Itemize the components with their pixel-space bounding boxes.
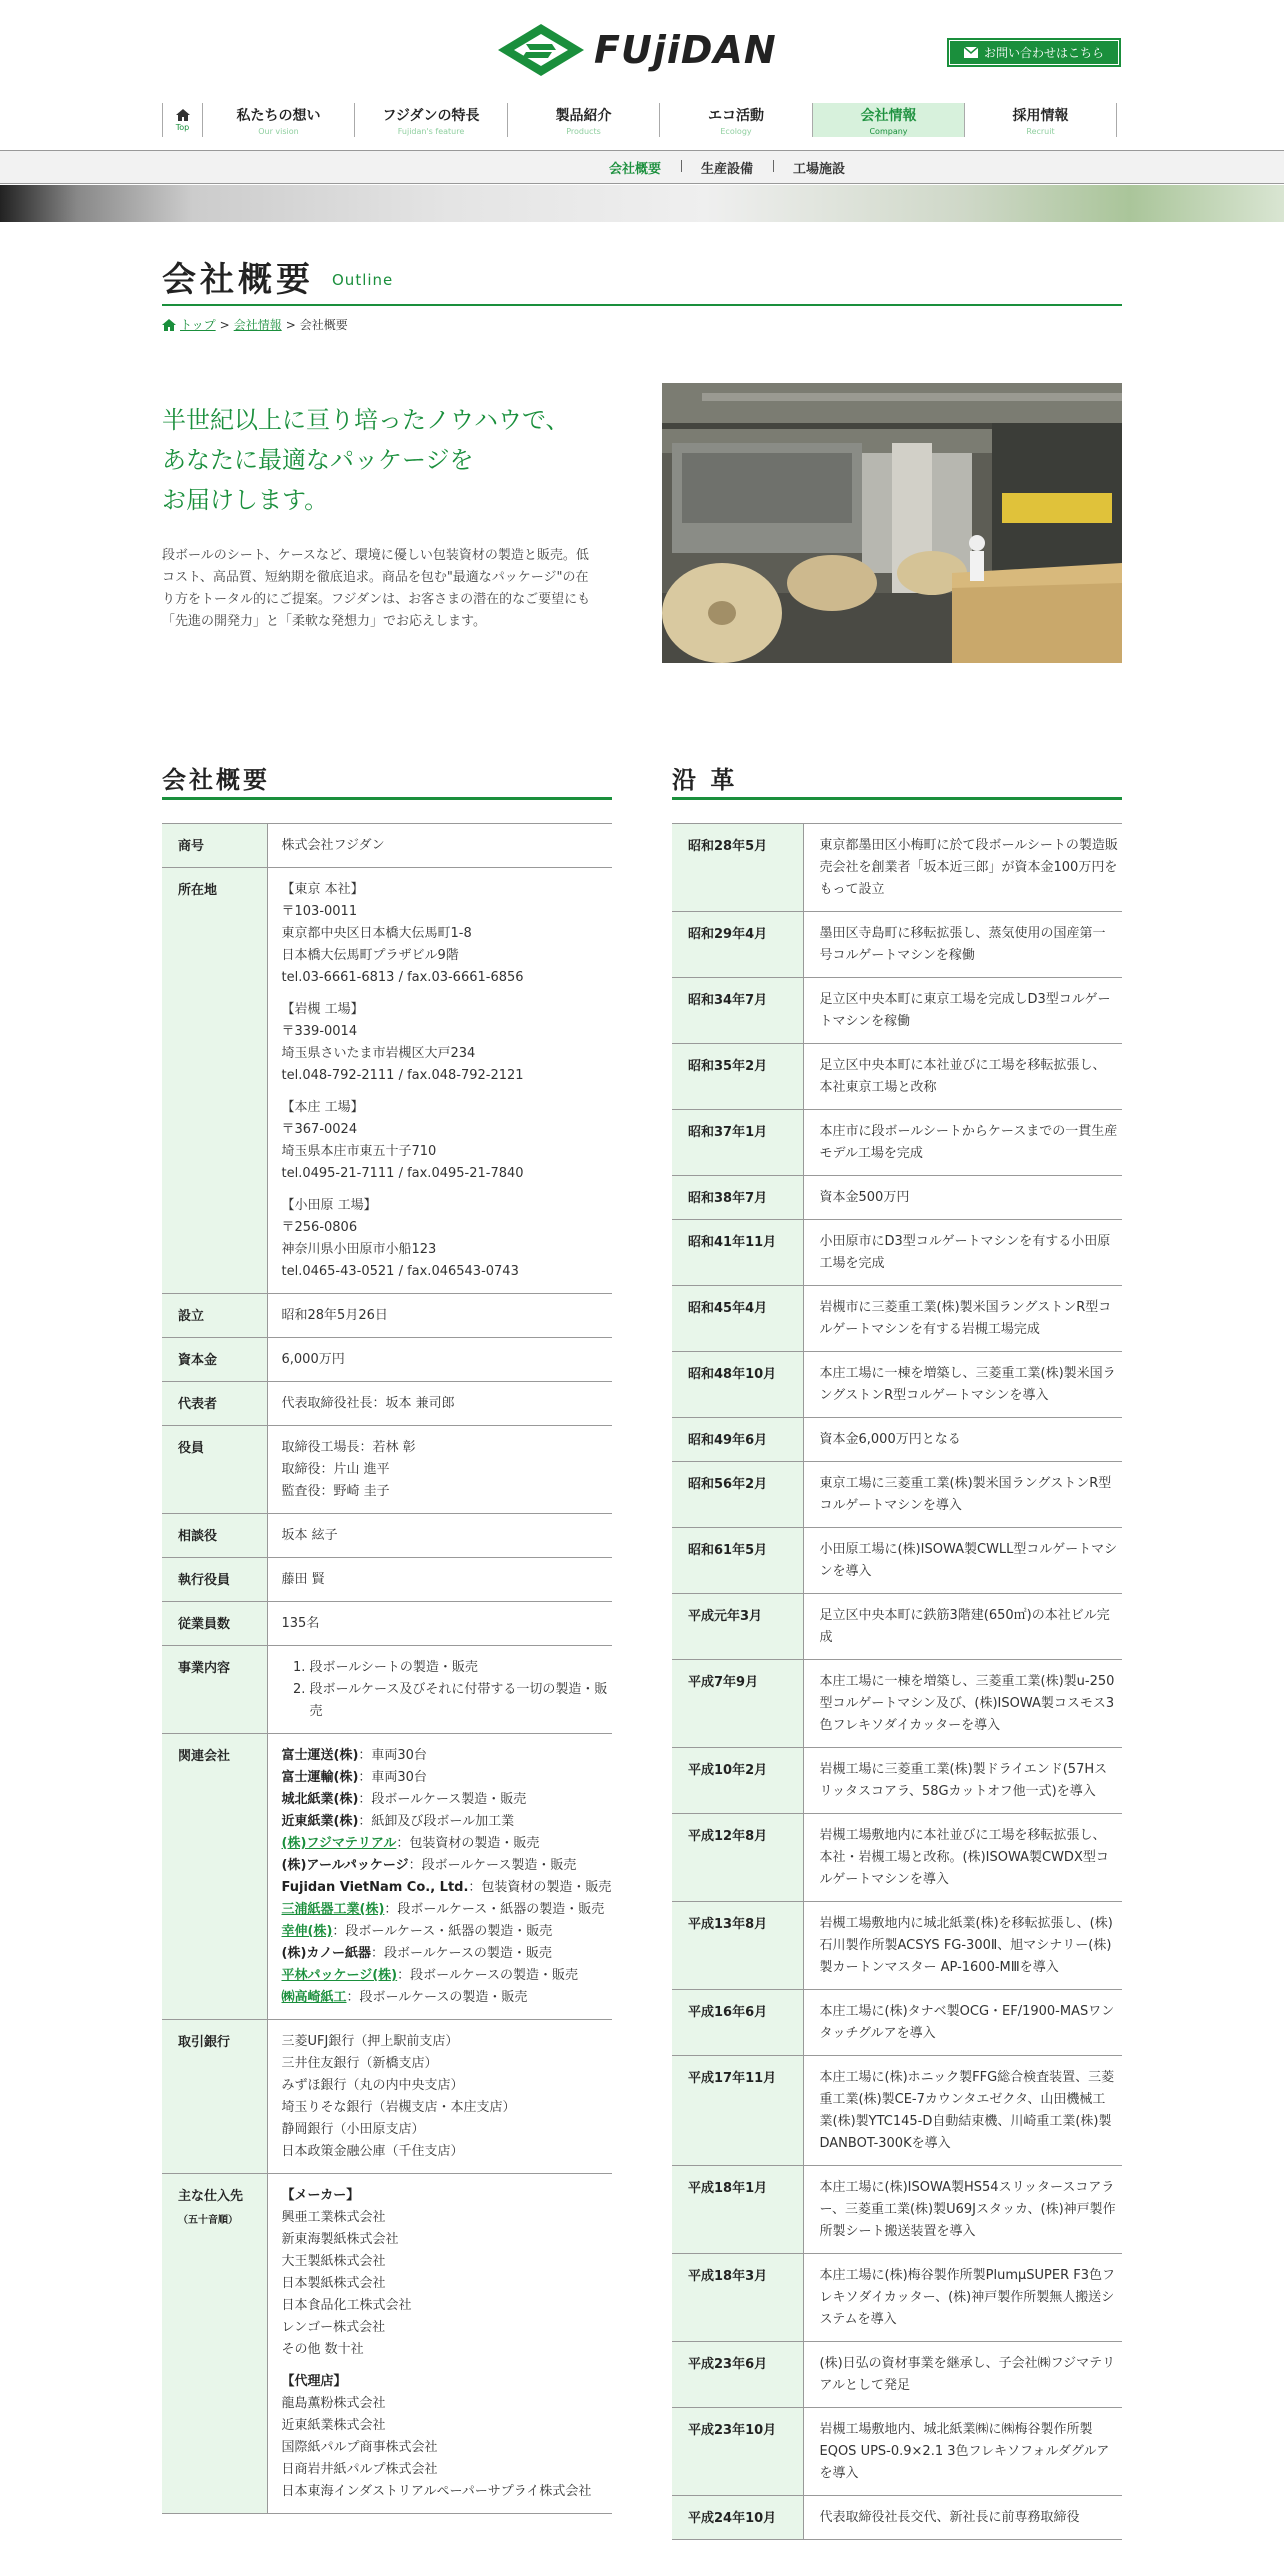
nav-label: フジダンの特長 [382, 107, 480, 124]
row-label: 執行役員 [162, 1558, 267, 1602]
row-value: 6,000万円 [267, 1338, 612, 1382]
history-row [672, 1528, 1122, 1594]
company-desc: ：段ボールケースの製造・販売 [371, 1946, 552, 1961]
history-row [672, 1044, 1122, 1110]
history-row [672, 1902, 1122, 1990]
makers-block [282, 2185, 613, 2361]
supplier-line: 日本食品化工株式会社 [281, 2298, 412, 2313]
supplier-line: 日本製紙株式会社 [281, 2276, 386, 2291]
logo-mark-icon [496, 22, 586, 78]
intro-heading [162, 400, 612, 520]
history-date: 平成23年10月 [672, 2408, 803, 2496]
bank-line: 三井住友銀行（新橋支店） [281, 2056, 438, 2071]
subnav-item-equipment[interactable]: 生産設備 [681, 158, 773, 177]
breadcrumb-top-link[interactable]: トップ [180, 318, 216, 332]
table-row [162, 2020, 612, 2174]
row-value: 坂本 絃子 [267, 1514, 612, 1558]
supplier-line: 国際紙パルプ商事株式会社 [281, 2440, 438, 2455]
row-label: 従業員数 [162, 1602, 267, 1646]
history-text: 岩槻工場敷地内に城北紙業(株)を移転拡張し、(株)石川製作所製ACSYS FG-300Ⅱ、旭マシナリー(株)製カートンマスター AP-1600-MⅢを導入 [803, 1902, 1122, 1990]
office-name: 【東京 本社】 [281, 882, 364, 897]
table-row [162, 1294, 612, 1338]
company-desc: ：車両30台 [358, 1770, 427, 1785]
office-block [282, 1097, 613, 1185]
subnav-item-factory[interactable]: 工場施設 [773, 158, 865, 177]
history-row [672, 2408, 1122, 2496]
fujidan-logo[interactable] [496, 22, 796, 78]
history-text: 本庄工場に一棟を増築し、三菱重工業(株)製u-250型コルゲートマシン及び、(株)ISOWA製コスモス3色フレキソダイカッターを導入 [803, 1660, 1122, 1748]
history-text: 岩槻工場に三菱重工業(株)製ドライエンド(57Hスリッタスコアラ、58Gカットオフ他一式)を導入 [803, 1748, 1122, 1814]
breadcrumb-separator: > [285, 317, 296, 332]
page-title [162, 248, 1122, 306]
nav-label-en: Our vision [258, 126, 299, 136]
nav-item-ecology[interactable] [659, 103, 812, 137]
row-value [267, 868, 612, 1294]
intro-body: 段ボールのシート、ケースなど、環境に優しい包装資材の製造と販売。低コスト、高品質、短納期を徹底追求。商品を包む"最適なパッケージ"の在り方をトータル的にご提案。フジダンは、お客さまの潜在的なご要望にも「先進の開発力」と「柔軟な発想力」でお応えします。 [162, 548, 591, 629]
company-desc: ：段ボールケース・紙器の製造・販売 [384, 1902, 605, 1917]
history-text: 岩槻工場敷地内に本社並びに工場を移転拡張し、本社・岩槻工場と改称。(株)ISOWA製CWDX型コルゲートマシンを導入 [803, 1814, 1122, 1902]
history-date: 平成17年11月 [672, 2056, 803, 2166]
row-value: 昭和28年5月26日 [267, 1294, 612, 1338]
history-date: 昭和48年10月 [672, 1352, 803, 1418]
bank-line: 静岡銀行（小田原支店） [281, 2122, 425, 2137]
table-row [162, 2174, 612, 2514]
history-date: 昭和34年7月 [672, 978, 803, 1044]
row-value: 株式会社フジダン [267, 824, 612, 868]
breadcrumb-current: 会社概要 [299, 318, 348, 332]
row-label: 関連会社 [162, 1734, 267, 2020]
history-date: 昭和56年2月 [672, 1462, 803, 1528]
related-company [282, 1943, 613, 1965]
history-text: 資本金500万円 [803, 1176, 1122, 1220]
nav-label: 会社情報 [860, 107, 917, 124]
history-text: 資本金6,000万円となる [803, 1418, 1122, 1462]
office-zip: 〒103-0011 [281, 904, 358, 919]
row-label: 設立 [162, 1294, 267, 1338]
company-name: Fujidan VietNam Co., Ltd. [281, 1880, 469, 1895]
bank-line: みずほ銀行（丸の内中央支店） [281, 2078, 464, 2093]
nav-item-recruit[interactable] [964, 103, 1117, 137]
nav-label-en: Fujidan's feature [397, 126, 465, 136]
office-name: 【本庄 工場】 [281, 1100, 364, 1115]
global-nav [162, 103, 1122, 143]
row-label [162, 2174, 267, 2514]
history-text: 小田原工場に(株)ISOWA製CWLL型コルゲートマシンを導入 [803, 1528, 1122, 1594]
table-row [162, 1382, 612, 1426]
office-zip: 〒367-0024 [281, 1122, 358, 1137]
nav-label-en: Company [869, 126, 908, 136]
table-row [162, 1338, 612, 1382]
office-address-building: 日本橋大伝馬町プラザビル9階 [281, 948, 459, 963]
nav-item-feature[interactable] [354, 103, 507, 137]
history-date: 平成13年8月 [672, 1902, 803, 1990]
row-value [267, 2020, 612, 2174]
contact-button[interactable] [947, 38, 1121, 67]
nav-label: 採用情報 [1012, 107, 1069, 124]
history-row [672, 1748, 1122, 1814]
history-date: 昭和28年5月 [672, 824, 803, 912]
row-value: 藤田 賢 [267, 1558, 612, 1602]
office-name: 【岩槻 工場】 [281, 1002, 364, 1017]
office-tel: tel.03-6661-6813 / fax.03-6661-6856 [281, 970, 524, 985]
intro-heading-line: 半世紀以上に亘り培ったノウハウで、 [162, 406, 570, 434]
hero-banner-strip [0, 185, 1284, 222]
intro-heading-line: お届けします。 [162, 486, 329, 514]
history-text: (株)日弘の資材事業を継承し、子会社㈱フジマテリアルとして発足 [803, 2342, 1122, 2408]
history-row [672, 1660, 1122, 1748]
company-desc: ：段ボールケース製造・販売 [408, 1858, 577, 1873]
officer-line: 取締役：片山 進平 [281, 1462, 390, 1477]
company-link[interactable]: 三浦紙器工業(株) [281, 1902, 385, 1917]
related-company [282, 1855, 613, 1877]
history-date: 平成18年1月 [672, 2166, 803, 2254]
home-icon [162, 319, 176, 331]
office-zip: 〒256-0806 [281, 1220, 358, 1235]
nav-label: エコ活動 [708, 107, 764, 124]
company-name: (株)カノー紙器 [281, 1946, 371, 1961]
supplier-line: 興亜工業株式会社 [281, 2210, 386, 2225]
nav-item-products[interactable] [507, 103, 659, 137]
bank-line: 日本政策金融公庫（千住支店） [281, 2144, 464, 2159]
history-row [672, 1594, 1122, 1660]
office-address: 神奈川県小田原市小船123 [281, 1242, 437, 1257]
related-company [282, 1987, 613, 2009]
logo-text: FUjiDAN [594, 28, 777, 72]
history-text: 東京工場に三菱重工業(株)製米国ラングストンR型コルゲートマシンを導入 [803, 1462, 1122, 1528]
company-desc: ：段ボールケース・紙器の製造・販売 [332, 1924, 553, 1939]
suppliers-note: （五十音順） [178, 2215, 238, 2226]
history-date: 平成12年8月 [672, 1814, 803, 1902]
row-label: 資本金 [162, 1338, 267, 1382]
history-row [672, 1352, 1122, 1418]
home-icon [176, 109, 190, 121]
company-desc: ：段ボールケースの製造・販売 [346, 1990, 528, 2005]
office-zip: 〒339-0014 [281, 1024, 358, 1039]
row-value [267, 1426, 612, 1514]
page-title-text: 会社概要 [162, 259, 314, 300]
company-name: 富士運送(株) [281, 1748, 359, 1763]
supplier-line: 近東紙業株式会社 [281, 2418, 386, 2433]
factory-illustration [662, 383, 1122, 663]
company-name: 城北紙業(株) [281, 1792, 359, 1807]
supplier-line: レンゴー株式会社 [281, 2320, 386, 2335]
company-link[interactable]: (株)フジマテリアル [281, 1836, 397, 1851]
history-text: 岩槻工場敷地内、城北紙業㈱に㈱梅谷製作所製 EQOS UPS-0.9×2.1 3色フレキソフォルダグルアを導入 [803, 2408, 1122, 2496]
history-row [672, 1176, 1122, 1220]
company-desc: ：包装資材の製造・販売 [468, 1880, 612, 1895]
nav-item-top-en: Top [175, 122, 190, 132]
table-row [162, 868, 612, 1294]
list-item: 1. 段ボールシートの製造・販売 [310, 1657, 613, 1679]
related-company [282, 1921, 613, 1943]
history-table [672, 823, 1122, 2540]
history-text: 小田原市にD3型コルゲートマシンを有する小田原工場を完成 [803, 1220, 1122, 1286]
row-value [267, 1646, 612, 1734]
company-desc: ：包装資材の製造・販売 [396, 1836, 540, 1851]
table-row [162, 824, 612, 868]
business-list [282, 1657, 613, 1723]
row-label: 役員 [162, 1426, 267, 1514]
supplier-line: 大王製紙株式会社 [281, 2254, 386, 2269]
agents-heading: 【代理店】 [281, 2374, 347, 2389]
company-desc: ：車両30台 [358, 1748, 427, 1763]
related-company [282, 1745, 613, 1767]
subnav-item-outline[interactable]: 会社概要 [608, 161, 661, 177]
supplier-line: 新東海製紙株式会社 [281, 2232, 399, 2247]
related-companies-list [267, 1734, 612, 2020]
history-row [672, 912, 1122, 978]
list-item: 2. 段ボールケース及びそれに付帯する一切の製造・販売 [310, 1679, 613, 1723]
row-label: 商号 [162, 824, 267, 868]
breadcrumb-separator: > [219, 317, 230, 332]
history-text: 本庄工場に(株)タナベ製OCG・EF/1900-MASワンタッチグルアを導入 [803, 1990, 1122, 2056]
bank-line: 三菱UFJ銀行（押上駅前支店） [281, 2034, 459, 2049]
history-text: 代表取締役社長交代、新社長に前専務取締役 [803, 2496, 1122, 2540]
history-row [672, 1110, 1122, 1176]
supplier-line: 龍島薫粉株式会社 [281, 2396, 386, 2411]
intro-heading-line: あなたに最適なパッケージを [162, 446, 474, 474]
related-company [282, 1789, 613, 1811]
supplier-line: 日商岩井紙パルプ株式会社 [281, 2462, 438, 2477]
table-row [162, 1514, 612, 1558]
page-title-en: Outline [332, 271, 394, 289]
nav-label-en: Products [566, 126, 601, 136]
history-date: 昭和49年6月 [672, 1418, 803, 1462]
row-value: 代表取締役社長：坂本 兼司郎 [267, 1382, 612, 1426]
table-row [162, 1734, 612, 2020]
history-text: 本庄市に段ボールシートからケースまでの一貫生産モデル工場を完成 [803, 1110, 1122, 1176]
office-tel: tel.048-792-2111 / fax.048-792-2121 [281, 1068, 524, 1083]
officer-line: 監査役：野崎 圭子 [281, 1484, 390, 1499]
nav-label-en: Recruit [1026, 126, 1055, 136]
history-row [672, 978, 1122, 1044]
related-company [282, 1899, 613, 1921]
history-row [672, 824, 1122, 912]
related-company [282, 1965, 613, 1987]
office-tel: tel.0465-43-0521 / fax.046543-0743 [281, 1264, 519, 1279]
section-title-history: 沿 革 [672, 760, 1122, 800]
history-date: 平成元年3月 [672, 1594, 803, 1660]
history-date: 平成18年3月 [672, 2254, 803, 2342]
office-block [282, 999, 613, 1087]
company-link[interactable]: 幸伸(株) [281, 1924, 333, 1939]
history-date: 平成10年2月 [672, 1748, 803, 1814]
row-label: 相談役 [162, 1514, 267, 1558]
nav-label: 私たちの想い [236, 107, 321, 124]
nav-item-company[interactable] [812, 103, 964, 137]
section-title-profile: 会社概要 [162, 760, 612, 800]
suppliers-label: 主な仕入先 [178, 2189, 244, 2204]
history-date: 昭和45年4月 [672, 1286, 803, 1352]
company-desc: ：段ボールケースの製造・販売 [397, 1968, 578, 1983]
office-address: 東京都中央区日本橋大伝馬町1-8 [281, 926, 472, 941]
nav-item-vision[interactable] [202, 103, 354, 137]
company-link[interactable]: ㈱高崎紙工 [281, 1990, 347, 2005]
history-row [672, 1286, 1122, 1352]
breadcrumb [162, 316, 348, 333]
company-name: 富士運輸(株) [281, 1770, 359, 1785]
history-text: 足立区中央本町に東京工場を完成しD3型コルゲートマシンを稼働 [803, 978, 1122, 1044]
site-header [0, 0, 1284, 150]
supplier-line: 日本東海インダストリアルペーパーサプライ株式会社 [281, 2484, 592, 2499]
history-date: 平成7年9月 [672, 1660, 803, 1748]
history-text: 墨田区寺島町に移転拡張し、蒸気使用の国産第一号コルゲートマシンを稼働 [803, 912, 1122, 978]
factory-photo [662, 383, 1122, 663]
history-row [672, 1220, 1122, 1286]
nav-item-top[interactable] [162, 103, 202, 137]
office-block [282, 1195, 613, 1283]
history-text: 東京都墨田区小梅町に於て段ボールシートの製造販売会社を創業者「坂本近三郎」が資本金100万円をもって設立 [803, 824, 1122, 912]
office-address: 埼玉県本庄市東五十子710 [281, 1144, 437, 1159]
company-name: (株)アールパッケージ [281, 1858, 409, 1873]
history-row [672, 2166, 1122, 2254]
row-label: 代表者 [162, 1382, 267, 1426]
nav-label: 製品紹介 [555, 107, 612, 124]
history-date: 昭和61年5月 [672, 1528, 803, 1594]
history-date: 平成16年6月 [672, 1990, 803, 2056]
history-row [672, 2056, 1122, 2166]
history-row [672, 2496, 1122, 2540]
history-date: 昭和37年1月 [672, 1110, 803, 1176]
history-rows [672, 824, 1122, 2540]
table-row [162, 1426, 612, 1514]
agents-block [282, 2371, 613, 2503]
bank-line: 埼玉りそな銀行（岩槻支店・本庄支店） [281, 2100, 516, 2115]
table-row [162, 1602, 612, 1646]
history-row [672, 1814, 1122, 1902]
row-label: 事業内容 [162, 1646, 267, 1734]
company-link[interactable]: 平林パッケージ(株) [281, 1968, 398, 1983]
related-company [282, 1877, 613, 1899]
history-date: 昭和35年2月 [672, 1044, 803, 1110]
history-text: 足立区中央本町に鉄筋3階建(650㎡)の本社ビル完成 [803, 1594, 1122, 1660]
row-value [267, 2174, 612, 2514]
contact-button-label: お問い合わせはこちら [983, 46, 1104, 60]
table-row [162, 1558, 612, 1602]
history-text: 岩槻市に三菱重工業(株)製米国ラングストンR型コルゲートマシンを有する岩槻工場完成 [803, 1286, 1122, 1352]
office-tel: tel.0495-21-7111 / fax.0495-21-7840 [281, 1166, 524, 1181]
office-block [282, 879, 613, 989]
row-label: 所在地 [162, 868, 267, 1294]
makers-heading: 【メーカー】 [281, 2188, 360, 2203]
row-value: 135名 [267, 1602, 612, 1646]
company-profile-table [162, 823, 612, 2514]
history-row [672, 2342, 1122, 2408]
history-date: 平成24年10月 [672, 2496, 803, 2540]
history-text: 本庄工場に(株)ホニック製FFG総合検査装置、三菱重工業(株)製CE-7カウンタエゼクタ、山田機械工業(株)製YTC145-D自動結束機、川崎重工業(株)製DANBOT-300Kを導入 [803, 2056, 1122, 2166]
history-row [672, 2254, 1122, 2342]
history-text: 本庄工場に一棟を増築し、三菱重工業(株)製米国ラングストンR型コルゲートマシンを導入 [803, 1352, 1122, 1418]
officer-line: 取締役工場長：若林 彰 [281, 1440, 416, 1455]
company-desc: ：段ボールケース製造・販売 [358, 1792, 527, 1807]
nav-label-en: Ecology [720, 126, 752, 136]
history-text: 足立区中央本町に本社並びに工場を移転拡張し、本社東京工場と改称 [803, 1044, 1122, 1110]
history-date: 昭和38年7月 [672, 1176, 803, 1220]
office-name: 【小田原 工場】 [281, 1198, 377, 1213]
company-name: 近東紙業(株) [281, 1814, 359, 1829]
history-row [672, 1990, 1122, 2056]
history-row [672, 1462, 1122, 1528]
office-address: 埼玉県さいたま市岩槻区大戸234 [281, 1046, 476, 1061]
breadcrumb-company-link[interactable]: 会社情報 [233, 318, 282, 332]
history-text: 本庄工場に(株)ISOWA製HS54スリッタースコアラー、三菱重工業(株)製U69Jスタッカ、(株)神戸製作所製シート搬送装置を導入 [803, 2166, 1122, 2254]
history-row [672, 1418, 1122, 1462]
supplier-line: その他 数十社 [281, 2342, 364, 2357]
history-date: 平成23年6月 [672, 2342, 803, 2408]
related-company [282, 1767, 613, 1789]
row-label: 取引銀行 [162, 2020, 267, 2174]
history-date: 昭和29年4月 [672, 912, 803, 978]
related-company [282, 1833, 613, 1855]
history-text: 本庄工場に(株)梅谷製作所製PlumμSUPER F3色フレキソダイカッター、(株)神戸製作所製無人搬送システムを導入 [803, 2254, 1122, 2342]
history-date: 昭和41年11月 [672, 1220, 803, 1286]
company-desc: ：紙卸及び段ボール加工業 [358, 1814, 515, 1829]
table-row [162, 1646, 612, 1734]
sub-nav [0, 150, 1284, 184]
related-company [282, 1811, 613, 1833]
mail-icon [964, 47, 978, 58]
